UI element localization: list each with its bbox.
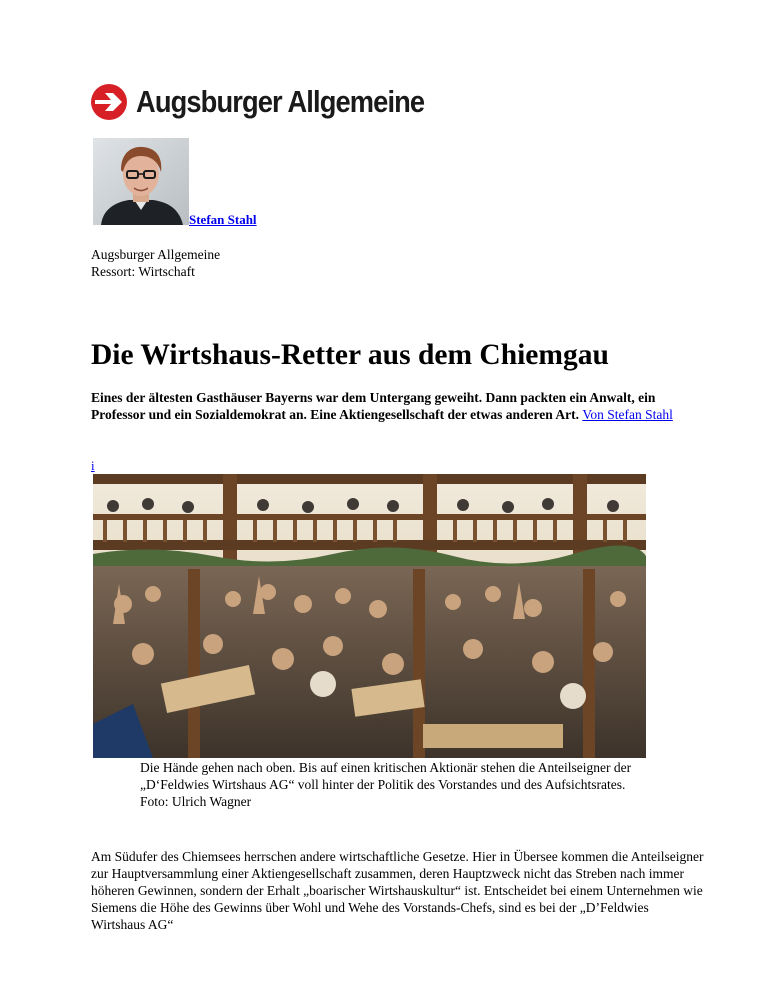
department-label: Ressort: Wirtschaft [91,264,195,279]
brand-name: Augsburger Allgemeine [136,84,425,119]
photo-credit: Foto: Ulrich Wagner [140,794,252,809]
author-link[interactable]: Stefan Stahl [189,212,257,227]
arrow-logo-icon [90,83,128,121]
brand-logo[interactable] [90,80,464,124]
info-link[interactable]: i [91,458,95,473]
caption-text: Die Hände gehen nach oben. Bis auf einen kritischen Aktionär stehen die Anteilseigner der „D‘Feldwies Wirtshaus AG“ voll hinter der Politik des Vorstandes und des Aufsichtsrates. [140,760,632,792]
lead-text: Eines der ältesten Gasthäuser Bayerns war dem Untergang geweiht. Dann packten ein Anwalt, ein Professor und ein Sozialdemokrat an. Eine Aktiengesellschaft der etwas anderen Art. [91,390,656,422]
article-photo [93,474,646,758]
photo-caption [140,759,700,810]
article-body: Am Südufer des Chiemsees herrschen andere wirtschaftliche Gesetze. Hier in Übersee kommen die Anteilseigner zur Hauptversammlung einer Aktiengesellschaft zusammen, deren Hauptzweck nicht das Streben nach immer höheren Gewinnen, sondern der Erhalt „boarischer Wirtshauskultur“ ist. Entscheidet bei einem Unternehmen wie Siemens die Höhe des Gewinns über Wohl und Wehe des Vorstands-Chefs, sind es bei der „D’Feldwies Wirtshaus AG“ [91,849,704,932]
byline-link[interactable]: Von Stefan Stahl [582,407,673,422]
author-photo [93,138,189,225]
article-lead [91,389,701,423]
publication-name: Augsburger Allgemeine [91,247,221,262]
author-meta [91,246,220,280]
article-headline: Die Wirtshaus-Retter aus dem Chiemgau [91,339,609,371]
